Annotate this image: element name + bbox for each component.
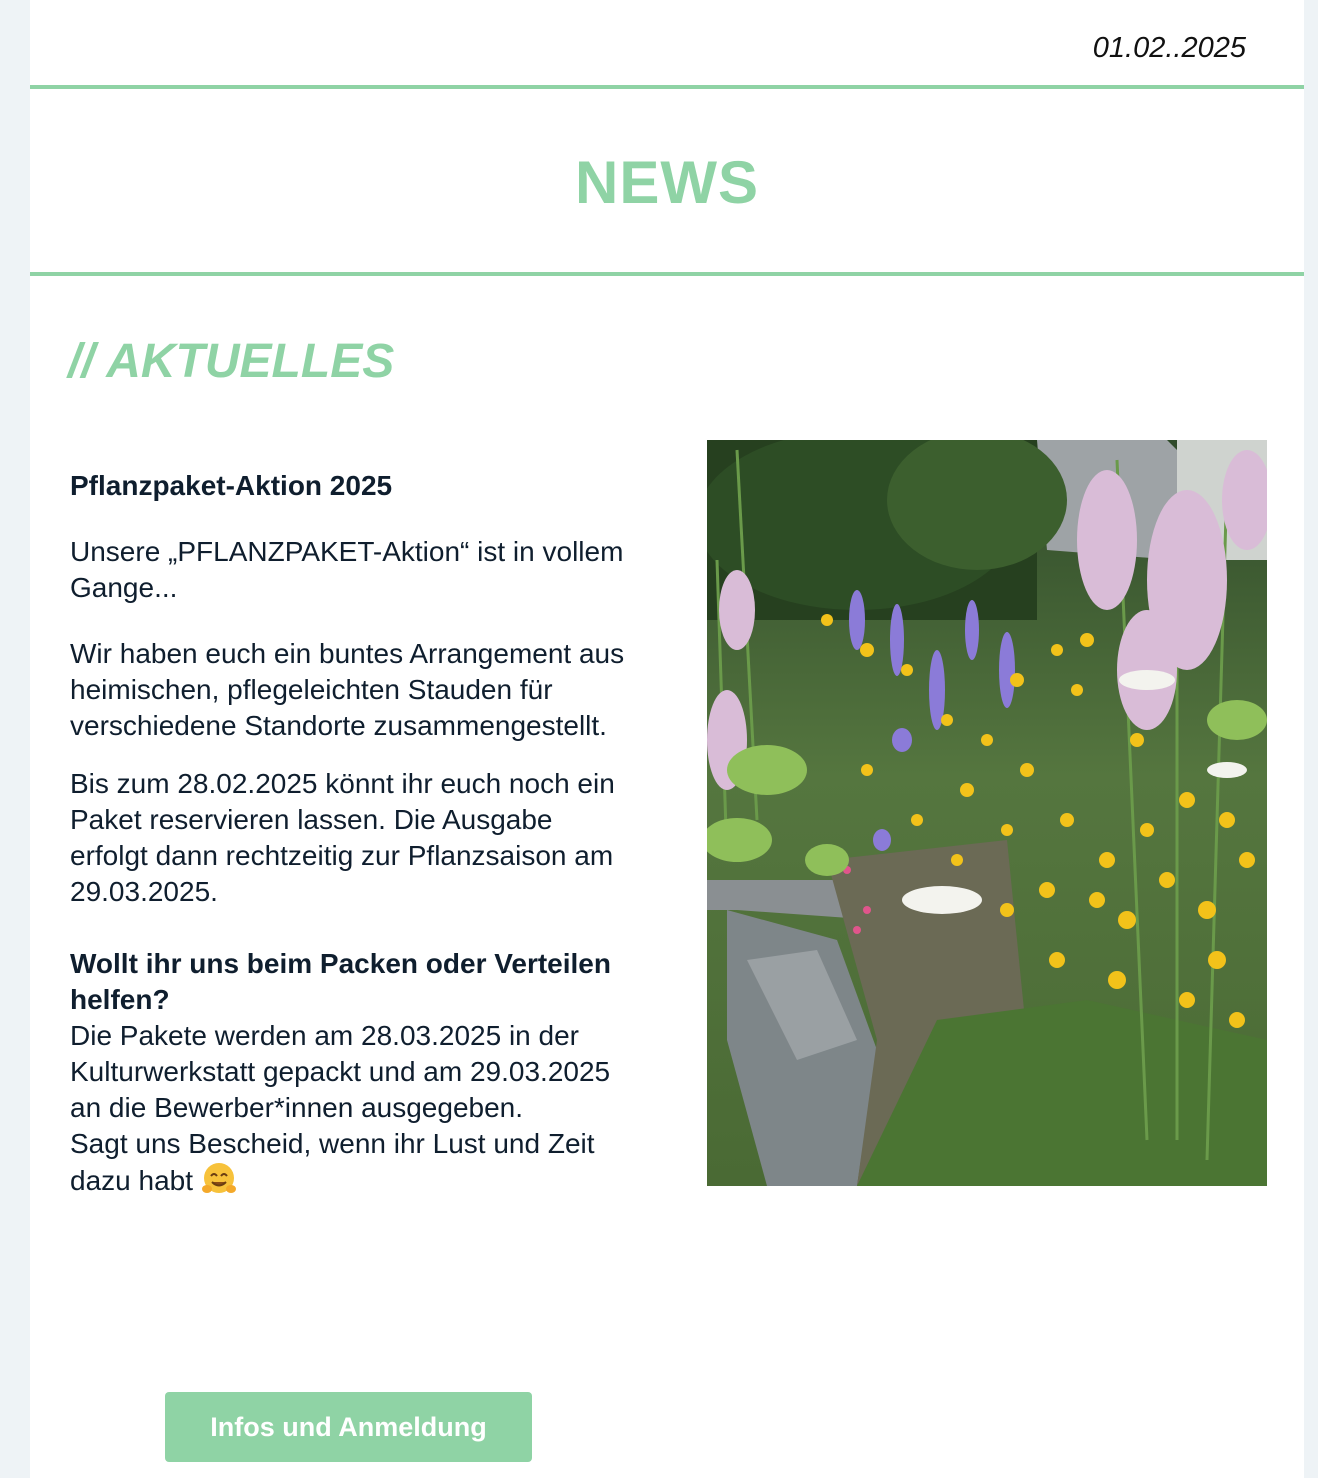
newsletter-page: [30, 0, 1304, 1478]
help-heading: Wollt ihr uns beim Packen oder Verteilen helfen?: [70, 948, 611, 1015]
article-body: [70, 468, 630, 1199]
help-text: Die Pakete werden am 28.03.2025 in der Kulturwerkstatt gepackt und am 29.03.2025 an die Bewerber*innen ausgegeben.: [70, 1020, 611, 1123]
flower-garden-photo: [707, 440, 1267, 1186]
info-signup-button[interactable]: Infos und Anmeldung: [165, 1392, 532, 1462]
hugging-face-icon: [201, 1162, 237, 1196]
divider: [30, 272, 1304, 276]
page-title: NEWS: [575, 149, 759, 216]
article-paragraph: Bis zum 28.02.2025 könnt ihr euch noch ein Paket reservieren lassen. Die Ausgabe erfolgt dann rechtzeitig zur Pflanzsaison am 29.03.2025.: [70, 768, 615, 907]
garden-image: [707, 440, 1267, 1186]
issue-date: 01.02..2025: [1092, 32, 1246, 64]
article-paragraph: Unsere „PFLANZPAKET-Aktion“ ist in vollem Gange...: [70, 536, 624, 603]
article-title: Pflanzpaket-Aktion 2025: [70, 470, 393, 501]
closing-text: Sagt uns Bescheid, wenn ihr Lust und Zeit dazu habt: [70, 1128, 595, 1196]
article-paragraph: Wir haben euch ein buntes Arrangement aus heimischen, pflegeleichten Stauden für verschiedene Standorte zusammengestellt.: [70, 638, 625, 741]
divider: [30, 85, 1304, 89]
section-heading: // AKTUELLES: [68, 335, 395, 388]
